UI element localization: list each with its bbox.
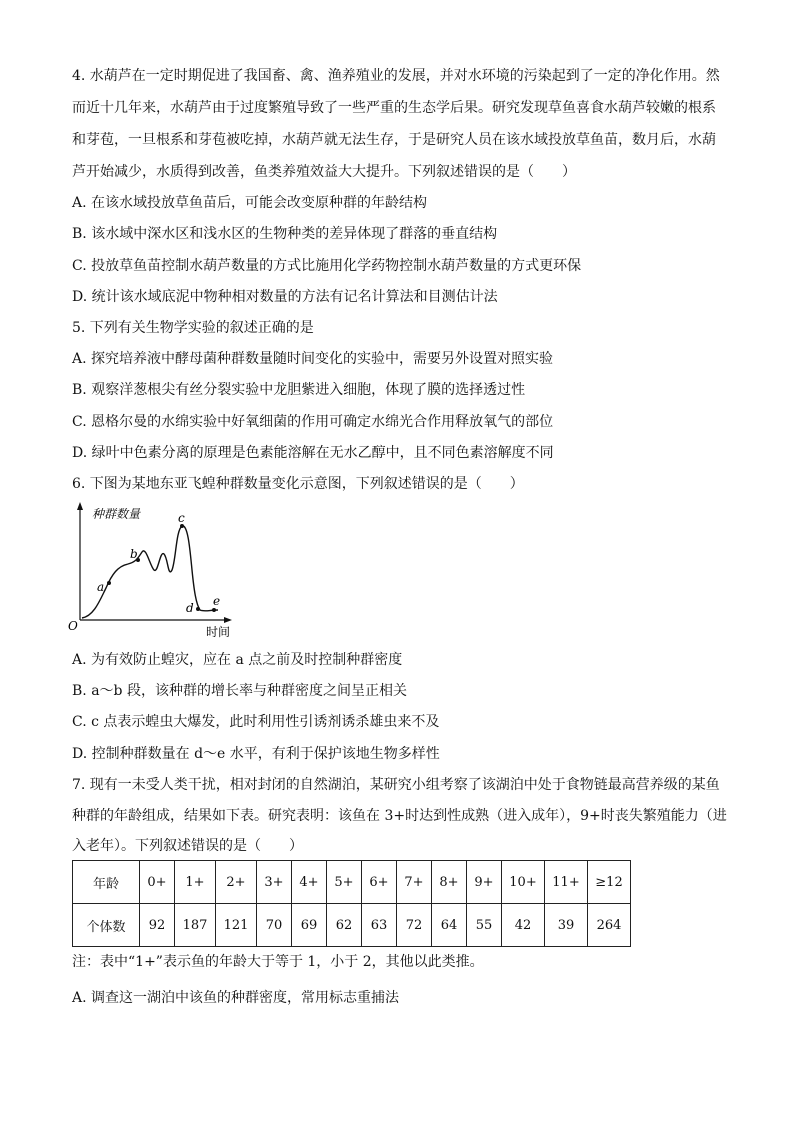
point-c-label: c	[178, 511, 185, 525]
table-row-ages	[73, 861, 631, 904]
count-cell: 63	[362, 904, 397, 947]
age-cell: 8+	[432, 861, 467, 904]
origin-label: O	[68, 619, 78, 633]
q6-option-a: A. 为有效防止蝗灾，应在 a 点之前及时控制种群密度	[72, 652, 403, 668]
q4-stem-line-1: 4. 水葫芦在一定时期促进了我国畜、禽、渔养殖业的发展，并对水环境的污染起到了一定的净化作用。然	[72, 68, 720, 84]
x-axis-label: 时间	[206, 625, 231, 639]
age-cell: 1+	[175, 861, 216, 904]
point-a-label: a	[97, 580, 105, 594]
point-e-dot	[212, 608, 216, 612]
q4-stem-line-2: 而近十几年来，水葫芦由于过度繁殖导致了一些严重的生态学后果。研究发现草鱼喜食水葫芦较嫩的根系	[72, 100, 716, 116]
count-cell: 39	[545, 904, 588, 947]
age-cell: 7+	[397, 861, 432, 904]
q4-option-b: B. 该水域中深水区和浅水区的生物种类的差异体现了群落的垂直结构	[72, 226, 498, 242]
population-graph	[64, 500, 254, 645]
q6-option-c: C. c 点表示蝗虫大爆发，此时利用性引诱剂诱杀雄虫来不及	[72, 714, 440, 730]
q7-stem-line-3: 入老年）。下列叙述错误的是（ ）	[72, 838, 303, 854]
age-cell: 9+	[467, 861, 502, 904]
count-cell: 72	[397, 904, 432, 947]
count-cell: 42	[502, 904, 545, 947]
point-a-dot	[107, 581, 111, 585]
count-cell: 264	[588, 904, 631, 947]
age-structure-table	[72, 860, 631, 947]
age-cell: ≥12	[588, 861, 631, 904]
count-cell: 92	[140, 904, 175, 947]
q5-stem: 5. 下列有关生物学实验的叙述正确的是	[72, 320, 314, 336]
count-cell: 121	[216, 904, 257, 947]
count-cell: 55	[467, 904, 502, 947]
q5-option-b: B. 观察洋葱根尖有丝分裂实验中龙胆紫进入细胞，体现了膜的选择透过性	[72, 382, 526, 398]
point-d-label: d	[186, 601, 194, 615]
age-cell: 3+	[257, 861, 292, 904]
age-cell: 2+	[216, 861, 257, 904]
q6-option-d: D. 控制种群数量在 d～e 水平，有利于保护该地生物多样性	[72, 746, 440, 762]
age-cell: 4+	[292, 861, 327, 904]
q4-option-a: A. 在该水域投放草鱼苗后，可能会改变原种群的年龄结构	[72, 195, 428, 211]
count-cell: 64	[432, 904, 467, 947]
q4-option-d: D. 统计该水域底泥中物种相对数量的方法有记名计算法和目测估计法	[72, 289, 498, 305]
q5-option-d: D. 绿叶中色素分离的原理是色素能溶解在无水乙醇中，且不同色素溶解度不同	[72, 445, 554, 461]
point-b-label: b	[130, 547, 138, 561]
q6-option-b: B. a～b 段，该种群的增长率与种群密度之间呈正相关	[72, 683, 407, 699]
age-cell: 10+	[502, 861, 545, 904]
point-d-dot	[196, 607, 200, 611]
y-axis-arrow	[77, 502, 83, 510]
q7-stem-line-1: 7. 现有一未受人类干扰，相对封闭的自然湖泊，某研究小组考察了该湖泊中处于食物链最高营养级的某鱼	[72, 777, 720, 793]
y-axis-label: 种群数量	[92, 507, 141, 521]
x-axis-arrow	[224, 617, 232, 623]
age-cell: 11+	[545, 861, 588, 904]
age-cell: 6+	[362, 861, 397, 904]
q7-stem-line-2: 种群的年龄组成，结果如下表。研究表明：该鱼在 3+时达到性成熟（进入成年），9+时丧失繁殖能力（进	[72, 808, 727, 824]
q6-stem: 6. 下图为某地东亚飞蝗种群数量变化示意图，下列叙述错误的是（ ）	[72, 476, 524, 492]
age-cell: 0+	[140, 861, 175, 904]
table-row-counts	[73, 904, 631, 947]
q4-option-c: C. 投放草鱼苗控制水葫芦数量的方式比施用化学药物控制水葫芦数量的方式更环保	[72, 258, 582, 274]
q5-option-c: C. 恩格尔曼的水绵实验中好氧细菌的作用可确定水绵光合作用释放氧气的部位	[72, 414, 554, 430]
row-label-count: 个体数	[73, 904, 140, 947]
row-label-age: 年龄	[73, 861, 140, 904]
count-cell: 62	[327, 904, 362, 947]
population-curve	[82, 526, 221, 618]
count-cell: 70	[257, 904, 292, 947]
table-note: 注：表中“1+”表示鱼的年龄大于等于 1，小于 2，其他以此类推。	[72, 954, 484, 970]
q7-option-a: A. 调查这一湖泊中该鱼的种群密度，常用标志重捕法	[72, 990, 400, 1006]
q4-stem-line-4: 芦开始减少，水质得到改善，鱼类养殖效益大大提升。下列叙述错误的是（ ）	[72, 164, 576, 180]
count-cell: 187	[175, 904, 216, 947]
q4-stem-line-3: 和芽苞，一旦根系和芽苞被吃掉，水葫芦就无法生存，于是研究人员在该水域投放草鱼苗，数月后，水葫	[72, 132, 716, 148]
count-cell: 69	[292, 904, 327, 947]
age-cell: 5+	[327, 861, 362, 904]
q5-option-a: A. 探究培养液中酵母菌种群数量随时间变化的实验中，需要另外设置对照实验	[72, 351, 554, 367]
point-e-label: e	[213, 594, 221, 608]
